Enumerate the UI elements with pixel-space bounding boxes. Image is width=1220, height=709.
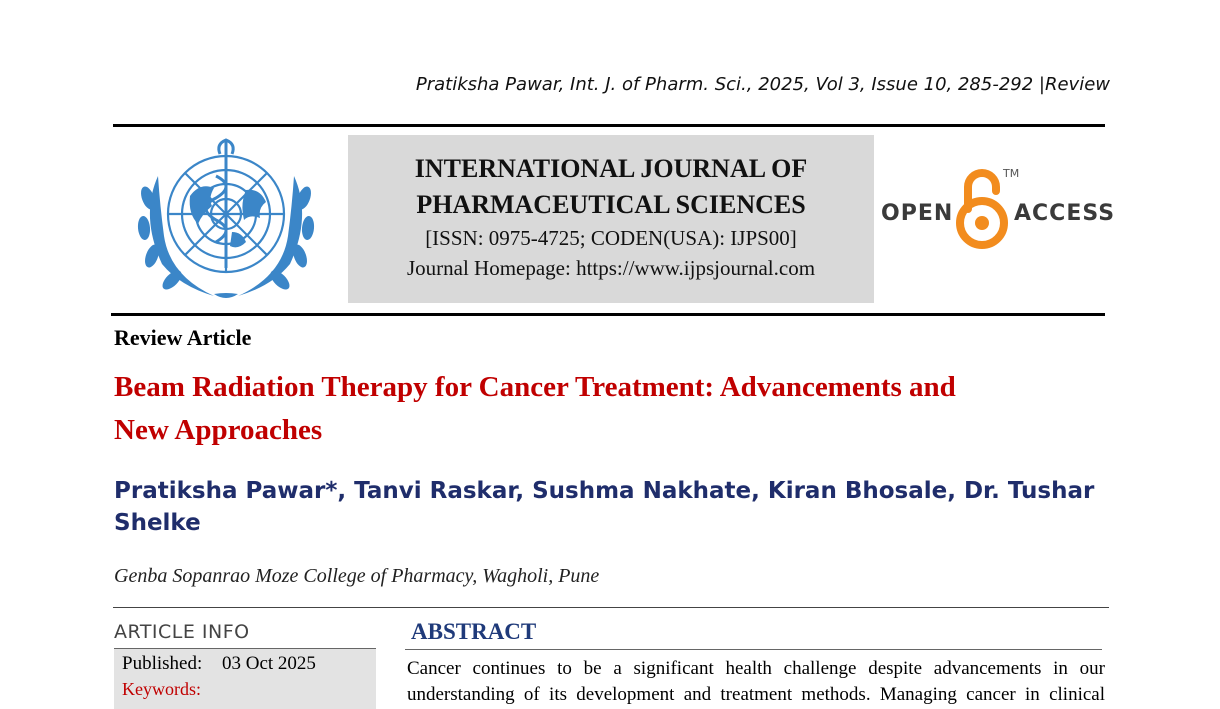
abstract-line2: understanding of its development and treatment methods. Managing cancer in clinical <box>407 684 1105 705</box>
keywords-label: Keywords: <box>122 679 201 699</box>
section-divider <box>113 607 1109 608</box>
article-title-line1: Beam Radiation Therapy for Cancer Treatment: Advancements and <box>114 371 956 403</box>
header-bottom-rule <box>111 313 1105 316</box>
trademark-symbol: TM <box>1003 167 1020 180</box>
running-head: Pratiksha Pawar, Int. J. of Pharm. Sci., 2025, Vol 3, Issue 10, 285-292 |Review <box>415 74 1110 95</box>
header-top-rule <box>113 124 1105 127</box>
open-access-logo <box>878 165 1116 255</box>
article-info-heading: ARTICLE INFO <box>114 621 250 643</box>
author-affiliation: Genba Sopanrao Moze College of Pharmacy, Wagholi, Pune <box>114 565 600 587</box>
abstract-text <box>407 656 1105 708</box>
journal-issn: [ISSN: 0975-4725; CODEN(USA): IJPS00] <box>425 226 797 250</box>
journal-homepage: Journal Homepage: https://www.ijpsjournal.com <box>406 256 816 280</box>
author-list-line2: Shelke <box>114 510 201 536</box>
published-label: Published: <box>122 653 203 674</box>
author-list-line1: Pratiksha Pawar*, Tanvi Raskar, Sushma Nakhate, Kiran Bhosale, Dr. Tushar <box>114 478 1095 504</box>
article-title-line2: New Approaches <box>114 414 323 446</box>
journal-masthead-box <box>348 135 874 303</box>
abstract-line1: Cancer continues to be a significant health challenge despite advancements in our <box>407 658 1105 679</box>
open-lock-icon <box>954 165 1010 251</box>
abstract-rule <box>405 649 1102 650</box>
author-list <box>114 475 1104 539</box>
journal-name-line2: PHARMACEUTICAL SCIENCES <box>416 190 806 219</box>
abstract-heading: ABSTRACT <box>411 619 537 644</box>
open-access-access-text: ACCESS <box>1014 201 1116 226</box>
article-info-box <box>114 649 376 709</box>
open-access-open-text: OPEN <box>881 201 954 226</box>
published-date: 03 Oct 2025 <box>222 653 316 674</box>
article-type-label: Review Article <box>114 325 252 350</box>
article-title <box>114 366 1114 452</box>
journal-name-line1: INTERNATIONAL JOURNAL OF <box>414 154 808 183</box>
journal-emblem-logo <box>128 136 324 306</box>
